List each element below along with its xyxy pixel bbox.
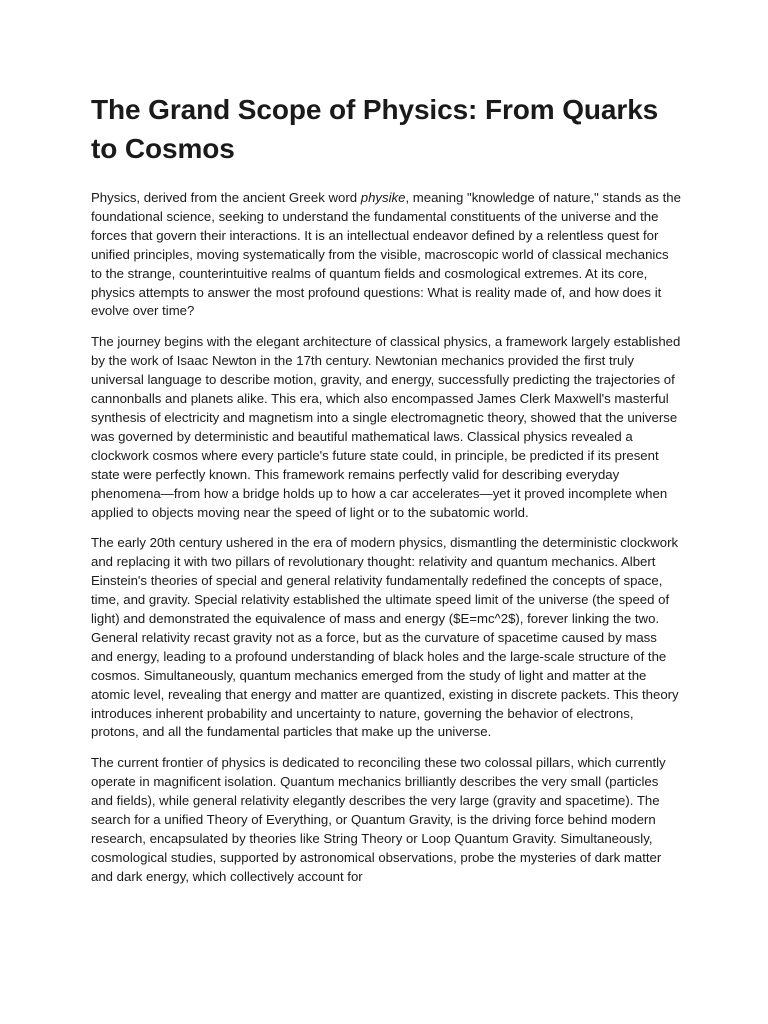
paragraph-intro-before: Physics, derived from the ancient Greek word	[91, 190, 361, 205]
paragraph-modern-physics: The early 20th century ushered in the era of modern physics, dismantling the deterministic clockwork and replacing it with two pillars of revolutionary thought: relativity and quantum mechanics. Albert Einstein's theories of special and general relativity fundamentally redefined the concepts of space, time, and gravity. Special relativity established the ultimate speed limit of the universe (the speed of light) and demonstrated the equivalence of mass and energy ($E=mc^2$), forever linking the two. General relativity recast gravity not as a force, but as the curvature of spacetime caused by mass and energy, leading to a profound understanding of black holes and the large-scale structure of the cosmos. Simultaneously, quantum mechanics emerged from the study of light and matter at the atomic level, revealing that energy and matter are quantized, existing in discrete packets. This theory introduces inherent probability and uncertainty to nature, governing the behavior of electrons, protons, and all the fundamental particles that make up the universe.	[91, 535, 679, 740]
document-page	[91, 90, 681, 899]
page-title: The Grand Scope of Physics: From Quarks to Cosmos	[91, 94, 659, 164]
paragraph-intro	[91, 189, 681, 321]
paragraph-current-frontier: The current frontier of physics is dedicated to reconciling these two colossal pillars, which currently operate in magnificent isolation. Quantum mechanics brilliantly describes the very small (particles and fields), while general relativity elegantly describes the very large (gravity and spacetime). The search for a unified Theory of Everything, or Quantum Gravity, is the driving force behind modern research, encapsulated by theories like String Theory or Loop Quantum Gravity. Simultaneously, cosmological studies, supported by astronomical observations, probe the mysteries of dark matter and dark energy, which collectively account for	[91, 755, 666, 884]
paragraph-classical-physics: The journey begins with the elegant architecture of classical physics, a framework largely established by the work of Isaac Newton in the 17th century. Newtonian mechanics provided the first truly universal language to describe motion, gravity, and energy, successfully predicting the trajectories of cannonballs and planets alike. This era, which also encompassed James Clerk Maxwell's masterful synthesis of electricity and magnetism into a single electromagnetic theory, showed that the universe was governed by deterministic and beautiful mathematical laws. Classical physics revealed a clockwork cosmos where every particle's future state could, in principle, be predicted if its present state were perfectly known. This framework remains perfectly valid for describing everyday phenomena—from how a bridge holds up to how a car accelerates—yet it proved incomplete when applied to objects moving near the speed of light or to the subatomic world.	[91, 334, 681, 520]
paragraph-intro-after: , meaning "knowledge of nature," stands as the foundational science, seeking to understand the fundamental constituents of the universe and the forces that govern their interactions. It is an intellectual endeavor defined by a relentless quest for unified principles, moving systematically from the visible, macroscopic world of classical mechanics to the strange, counterintuitive realms of quantum fields and cosmological extremes. At its core, physics attempts to answer the most profound questions: What is reality made of, and how does it evolve over time?	[91, 190, 681, 319]
emphasized-term: physike	[360, 190, 406, 205]
